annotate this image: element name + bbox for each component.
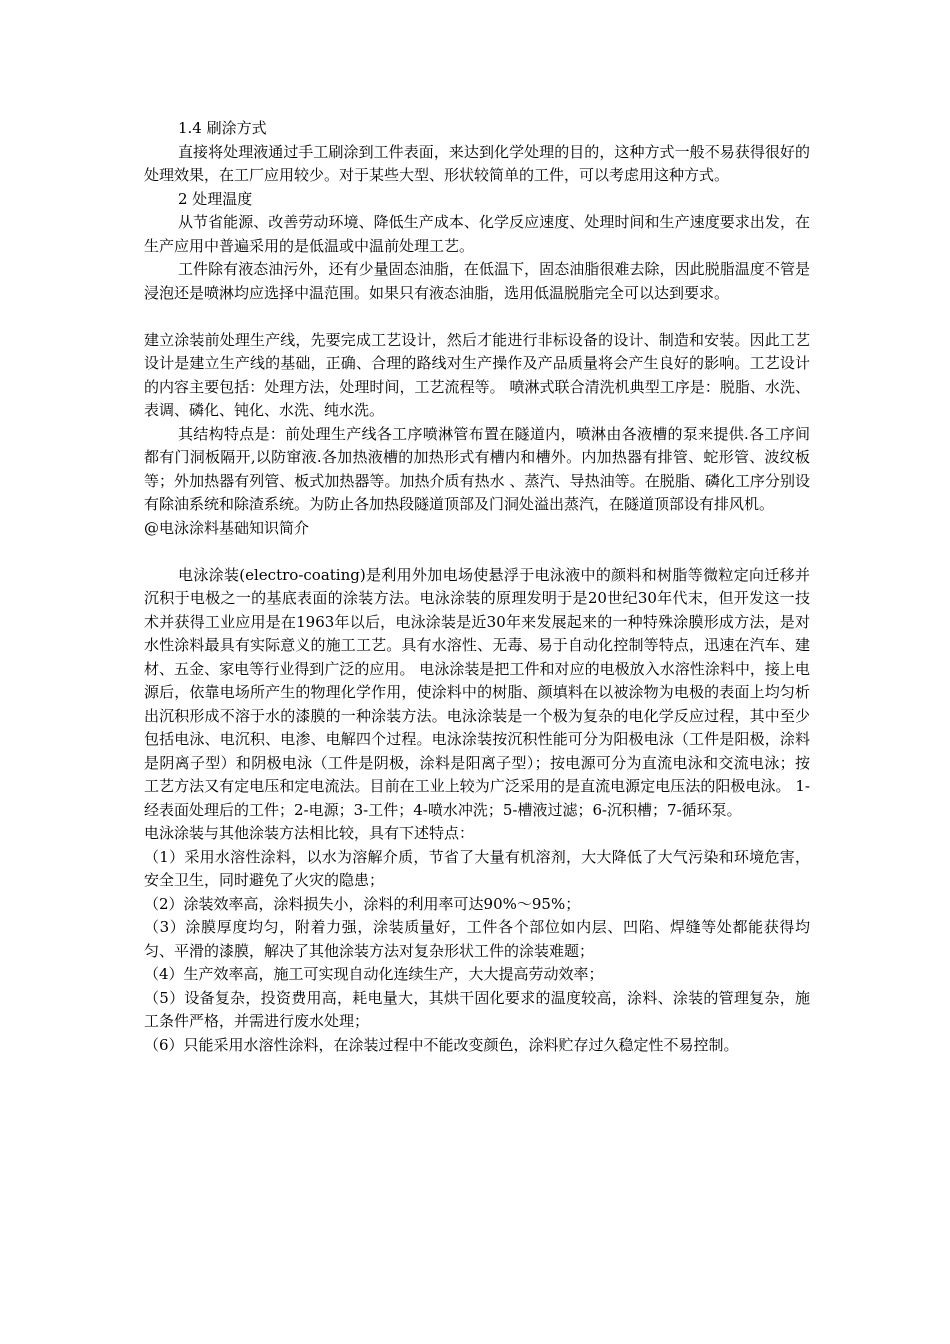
spacer bbox=[144, 540, 810, 564]
section-heading-2: 2 处理温度 bbox=[178, 189, 253, 208]
paragraph-temperature-2: 工件除有液态油污外，还有少量固态油脂，在低温下，固态油脂很难去除，因此脱脂温度不管是浸泡还是喷淋均应选择中温范围。如果只有液态油脂，选用低温脱脂完全可以达到要求。 bbox=[144, 260, 810, 302]
document-page bbox=[144, 117, 810, 1057]
feature-item-4: （4）生产效率高，施工可实现自动化连续生产，大大提高劳动效率； bbox=[144, 965, 604, 983]
section-title-electrocoating: @电泳涂料基础知识简介 bbox=[144, 518, 310, 537]
paragraph-brush-coating: 直接将处理液通过手工刷涂到工件表面，来达到化学处理的目的，这种方式一般不易获得很好的处理效果，在工厂应用较少。对于某些大型、形状较简单的工件，可以考虑用这种方式。 bbox=[144, 142, 810, 184]
paragraph-electrocoating-intro: 电泳涂装(electro-coating)是利用外加电场使悬浮于电泳液中的颜料和树脂等微粒定向迁移并沉积于电极之一的基底表面的涂装方法。电泳涂装的原理发明于是20世纪30年代末，但开发这一技术并获得工业应用是在1963年以后，电泳涂装是近30年来发展起来的一种特殊涂膜形成方法，是对水性涂料最具有实际意义的施工工艺。具有水溶性、无毒、易于自动化控制等特点，迅速在汽车、建材、五金、家电等行业得到广泛的应用。 电泳涂装是把工件和对应的电极放入水溶性涂料中，接上电源后，依靠电场所产生的物理化学作用，使涂料中的树脂、颜填料在以被涂物为电极的表面上均匀析出沉积形成不溶于水的漆膜的一种涂装方法。电泳涂装是一个极为复杂的电化学反应过程，其中至少包括电泳、电沉积、电渗、电解四个过程。电泳涂装按沉积性能可分为阳极电泳（工件是阳极，涂料是阴离子型）和阴极电泳（工件是阴极，涂料是阳离子型）；按电源可分为直流电泳和交流电泳；按工艺方法又有定电压和定电流法。目前在工业上较为广泛采用的是直流电源定电压法的阳极电泳。 1-经表面处理后的工件；2-电源；3-工件；4-喷水冲洗；5-槽液过滤；6-沉积槽；7-循环泵。 bbox=[144, 565, 810, 819]
feature-item-6: （6）只能采用水溶性涂料，在涂装过程中不能改变颜色，涂料贮存过久稳定性不易控制。 bbox=[144, 1035, 739, 1054]
feature-item-2: （2）涂装效率高，涂料损失小，涂料的利用率可达90%～95%； bbox=[144, 894, 581, 913]
feature-item-3: （3）涂膜厚度均匀，附着力强，涂装质量好，工件各个部位如内层、凹陷、焊缝等处都能获得均匀、平滑的漆膜，解决了其他涂装方法对复杂形状工件的涂装难题； bbox=[144, 918, 810, 960]
feature-item-5: （5）设备复杂，投资费用高，耗电量大，其烘干固化要求的温度较高，涂料、涂装的管理复杂，施工条件严格，并需进行废水处理； bbox=[144, 988, 810, 1030]
spacer bbox=[144, 305, 810, 329]
features-intro: 电泳涂装与其他涂装方法相比较，具有下述特点： bbox=[144, 824, 475, 842]
paragraph-process-design: 建立涂装前处理生产线，先要完成工艺设计，然后才能进行非标设备的设计、制造和安装。因此工艺设计是建立生产线的基础，正确、合理的路线对生产操作及产品质量将会产生良好的影响。工艺设计的内容主要包括：处理方法，处理时间，工艺流程等。 喷淋式联合清洗机典型工序是：脱脂、水洗、表调、磷化、钝化、水洗、纯水洗。 bbox=[144, 330, 810, 419]
paragraph-structure-features: 其结构特点是：前处理生产线各工序喷淋管布置在隧道内，喷淋由各液槽的泵来提供.各工序间都有门洞板隔开,以防窜液.各加热液槽的加热形式有槽内和槽外。内加热器有排管、蛇形管、波纹板等；外加热器有列管、板式加热器等。加热介质有热水 、蒸汽、导热油等。在脱脂、磷化工序分别设有除油系统和除渣系统。为防止各加热段隧道顶部及门洞处溢出蒸汽，在隧道顶部设有排风机。 bbox=[144, 424, 810, 513]
section-heading-1-4: 1.4 刷涂方式 bbox=[178, 119, 267, 137]
feature-item-1: （1）采用水溶性涂料，以水为溶解介质，节省了大量有机溶剂，大大降低了大气污染和环境危害，安全卫生，同时避免了火灾的隐患； bbox=[144, 847, 810, 889]
paragraph-temperature-1: 从节省能源、改善劳动环境、降低生产成本、化学反应速度、处理时间和生产速度要求出发，在生产应用中普遍采用的是低温或中温前处理工艺。 bbox=[144, 213, 810, 255]
